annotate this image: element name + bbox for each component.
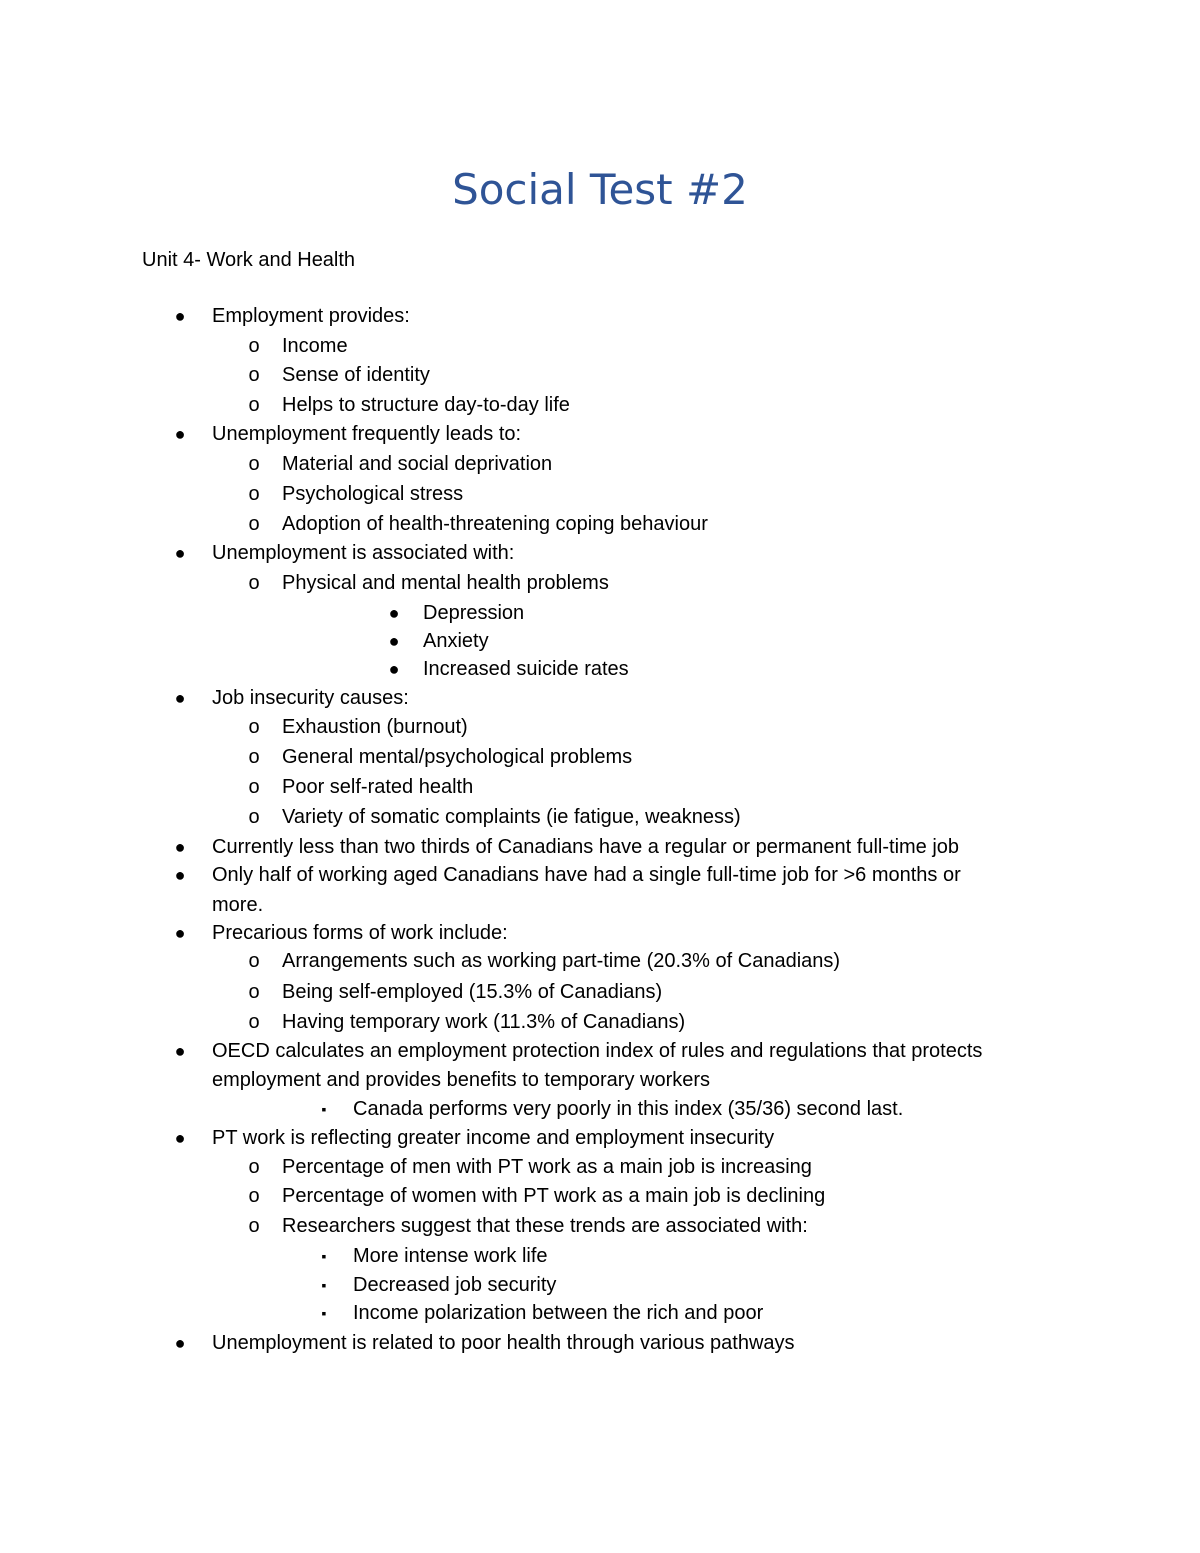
bullet-square-icon: ▪ [321,1305,327,1321]
list-item: Unemployment is associated with: [212,542,515,564]
bullet-circle-icon: o [248,981,260,1003]
list-item: Canada performs very poorly in this index (35/36) second last. [353,1098,904,1120]
list-item: Material and social deprivation [282,453,553,475]
bullet-circle-icon: o [248,364,260,386]
bullet-disc-icon: ● [174,424,186,444]
list-item: Unemployment is related to poor health through various pathways [212,1332,795,1354]
list-item: Arrangements such as working part-time (20.3% of Canadians) [282,950,841,972]
list-item: More intense work life [353,1245,548,1267]
list-item: Researchers suggest that these trends are associated with: [282,1215,808,1237]
unit-heading: Unit 4- Work and Health [142,249,356,271]
list-item: Physical and mental health problems [282,572,609,594]
bullet-circle-icon: o [248,716,260,738]
list-item: Employment provides: [212,305,410,327]
bullet-disc-icon: ● [174,865,186,885]
bullet-circle-icon: o [248,394,260,416]
list-item: Precarious forms of work include: [212,922,508,944]
bullet-circle-icon: o [248,483,260,505]
bullet-circle-icon: o [248,453,260,475]
list-item: OECD calculates an employment protection index of rules and regulations that protects [212,1040,983,1062]
list-item: more. [212,894,264,916]
list-item: Sense of identity [282,364,430,386]
list-item: Being self-employed (15.3% of Canadians) [282,981,663,1003]
bullet-circle-icon: o [248,776,260,798]
list-item: Depression [423,602,525,624]
list-item: Income [282,335,348,357]
bullet-disc-icon: ● [174,543,186,563]
bullet-disc-icon: ● [174,306,186,326]
bullet-disc-icon: ● [388,659,400,679]
list-item: Percentage of men with PT work as a main job is increasing [282,1156,812,1178]
list-item: Variety of somatic complaints (ie fatigue, weakness) [282,806,741,828]
list-item: Job insecurity causes: [212,687,409,709]
list-item: Anxiety [423,630,489,652]
list-item: Percentage of women with PT work as a main job is declining [282,1185,826,1207]
bullet-circle-icon: o [248,572,260,594]
bullet-circle-icon: o [248,950,260,972]
bullet-square-icon: ▪ [321,1101,327,1117]
bullet-square-icon: ▪ [321,1277,327,1293]
bullet-disc-icon: ● [174,1128,186,1148]
bullet-disc-icon: ● [174,1333,186,1353]
bullet-circle-icon: o [248,513,260,535]
bullet-disc-icon: ● [174,1041,186,1061]
bullet-circle-icon: o [248,746,260,768]
list-item: PT work is reflecting greater income and employment insecurity [212,1127,775,1149]
list-item: Poor self-rated health [282,776,474,798]
list-item: Helps to structure day-to-day life [282,394,570,416]
list-item: Psychological stress [282,483,464,505]
bullet-disc-icon: ● [174,923,186,943]
bullet-circle-icon: o [248,806,260,828]
bullet-disc-icon: ● [388,603,400,623]
list-item: Adoption of health-threatening coping behaviour [282,513,708,535]
list-item: General mental/psychological problems [282,746,633,768]
bullet-circle-icon: o [248,335,260,357]
list-item: Income polarization between the rich and poor [353,1302,764,1324]
bullet-square-icon: ▪ [321,1248,327,1264]
list-item: Having temporary work (11.3% of Canadians) [282,1011,686,1033]
bullet-disc-icon: ● [388,631,400,651]
page-title: Social Test #2 [452,165,748,214]
list-item: Unemployment frequently leads to: [212,423,522,445]
list-item: Increased suicide rates [423,658,629,680]
bullet-circle-icon: o [248,1215,260,1237]
bullet-circle-icon: o [248,1156,260,1178]
bullet-circle-icon: o [248,1011,260,1033]
list-item: Decreased job security [353,1274,557,1296]
list-item: Exhaustion (burnout) [282,716,468,738]
bullet-disc-icon: ● [174,688,186,708]
list-item: Currently less than two thirds of Canadians have a regular or permanent full-time job [212,836,960,858]
bullet-circle-icon: o [248,1185,260,1207]
bullet-disc-icon: ● [174,837,186,857]
list-item: employment and provides benefits to temporary workers [212,1069,711,1091]
list-item: Only half of working aged Canadians have had a single full-time job for >6 months or [212,864,961,886]
